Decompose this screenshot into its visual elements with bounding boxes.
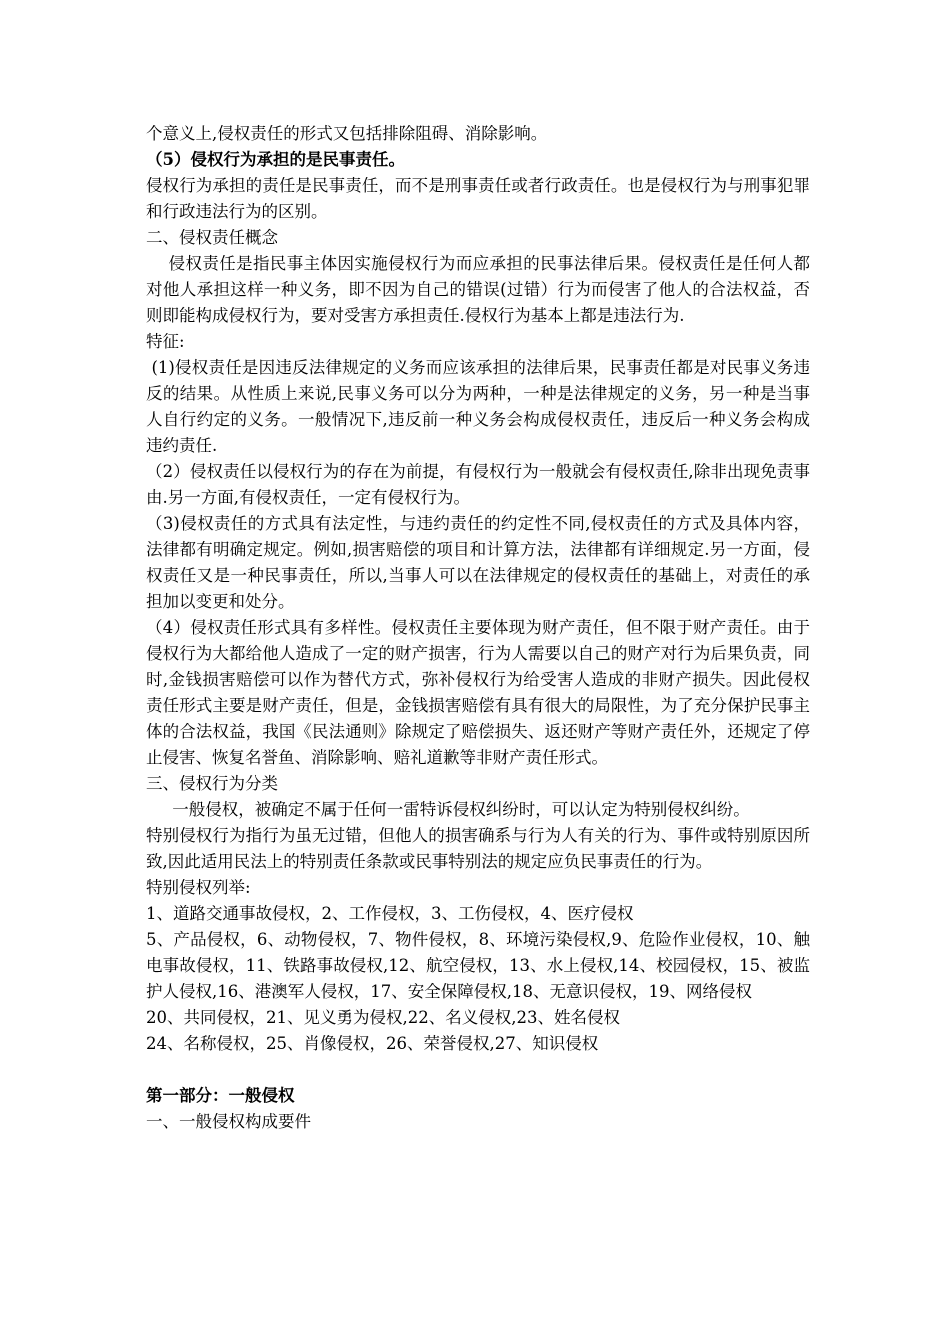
section-heading-3: 三、侵权行为分类 xyxy=(146,774,278,793)
list-item-line-3: 20、共同侵权，21、见义勇为侵权,22、名义侵权,23、姓名侵权 xyxy=(146,1008,620,1027)
features-label: 特征: xyxy=(146,332,185,351)
feature-3: （3)侵权责任的方式具有法定性，与违约责任的约定性不同,侵权责任的方式及具体内容，法律都有明确定规定。例如,损害赔偿的项目和计算方法，法律都有详细规定.另一方面，侵权责任又是一种民事责任，所以,当事人可以在法律规定的侵权责任的基础上，对责任的承担加以变更和处分。 xyxy=(146,514,810,611)
section-heading-2: 二、侵权责任概念 xyxy=(146,228,278,247)
paragraph-1: 个意义上,侵权责任的形式又包括排除阻碍、消除影响。 xyxy=(146,124,548,143)
blank-line xyxy=(146,1057,810,1083)
list-item-line-1: 1、道路交通事故侵权，2、工作侵权，3、工伤侵权，4、医疗侵权 xyxy=(146,904,634,923)
paragraph-3: 侵权行为承担的责任是民事责任，而不是刑事责任或者行政责任。也是侵权行为与刑事犯罪和行政违法行为的区别。 xyxy=(146,176,810,221)
special-tort-list-label: 特别侵权列举: xyxy=(146,878,251,897)
section-heading-5: （5）侵权行为承担的是民事责任。 xyxy=(146,150,405,169)
feature-1: (1)侵权责任是因违反法律规定的义务而应该承担的法律后果，民事责任都是对民事义务违反的结果。从性质上来说,民事义务可以分为两种，一种是法律规定的义务，另一种是当事人自行约定的义务。一般情况下,违反前一种义务会构成侵权责任，违反后一种义务会构成违约责任. xyxy=(146,358,811,455)
paragraph-general-tort: 一般侵权，被确定不属于任何一雷特诉侵权纠纷时，可以认定为特别侵权纠纷。 xyxy=(146,800,750,819)
feature-4: （4）侵权责任形式具有多样性。侵权责任主要体现为财产责任，但不限于财产责任。由于侵权行为大都给他人造成了一定的财产损害，行为人需要以自己的财产对行为后果负责，同时,金钱损害赔偿可以作为替代方式，弥补侵权行为给受害人造成的非财产损失。因此侵权责任形式主要是财产责任，但是，金钱损害赔偿有具有很大的局限性，为了充分保护民事主体的合法权益，我国《民法通则》除规定了赔偿损失、返还财产等财产责任外，还规定了停止侵害、恢复名誉鱼、消除影响、赔礼道歉等非财产责任形式。 xyxy=(146,618,810,767)
paragraph-definition: 侵权责任是指民事主体因实施侵权行为而应承担的民事法律后果。侵权责任是任何人都对他人承担这样一种义务，即不因为自己的错误(过错）行为而侵害了他人的合法权益，否则即能构成侵权行为，要对受害方承担责任.侵权行为基本上都是违法行为. xyxy=(146,254,810,325)
list-item-line-2: 5、产品侵权，6、动物侵权，7、物件侵权，8、环境污染侵权,9、危险作业侵权，10、触电事故侵权，11、铁路事故侵权,12、航空侵权，13、水上侵权,14、校园侵权，15、被监护人侵权,16、港澳军人侵权，17、安全保障侵权,18、无意识侵权，19、网络侵权 xyxy=(146,930,810,1001)
subsection-heading: 一、一般侵权构成要件 xyxy=(146,1112,311,1131)
part-heading: 第一部分：一般侵权 xyxy=(146,1086,295,1105)
feature-2: （2）侵权责任以侵权行为的存在为前提，有侵权行为一般就会有侵权责任,除非出现免责事由.另一方面,有侵权责任，一定有侵权行为。 xyxy=(146,462,810,507)
list-item-line-4: 24、名称侵权，25、肖像侵权，26、荣誉侵权,27、知识侵权 xyxy=(146,1034,599,1053)
document-page xyxy=(146,121,810,1135)
paragraph-special-tort: 特别侵权行为指行为虽无过错，但他人的损害确系与行为人有关的行为、事件或特别原因所致,因此适用民法上的特别责任条款或民事特别法的规定应负民事责任的行为。 xyxy=(146,826,810,871)
